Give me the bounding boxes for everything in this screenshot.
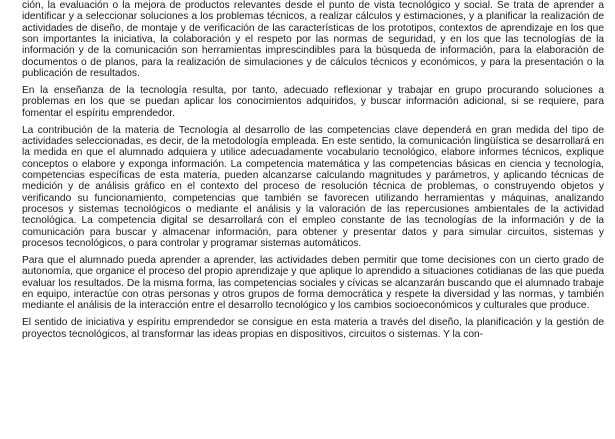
paragraph-learning-to-learn: Para que el alumnado pueda aprender a aprender, las actividades deben permitir que tome decisiones con un cierto grado de autonomía, que organice el proceso del propio aprendizaje y que aplique lo aprendido a situaciones cotidianas de las que pueda evaluar los resultados. De la misma forma, las competencias sociales y cívicas se alcanzarán buscando que el alumnado trabaje en equipo, interactúe con otras personas y otros grupos de forma democrática y respete la diversidad y las normas, y también mediante el análisis de la interacción entre el desarrollo tecnológico y los cambios socioeconómicos y culturales que produce. <box>22 255 604 312</box>
paragraph-product-evaluation: ción, la evaluación o la mejora de productos relevantes desde el punto de vista tecnológico y social. Se trata de aprender a identificar y a seleccionar soluciones a los problemas técnicos, a realizar cálculos y estimaciones, y a planificar la realización de actividades de diseño, de montaje y de verificación de las características de los prototipos, contextos de aprendizaje en los que son importantes la iniciativa, la colaboración y el respeto por las normas de seguridad, y en los que las tecnologías de la información y de la comunicación son herramientas imprescindibles para la búsqueda de información, para la elaboración de documentos o de planos, para la realización de simulaciones y de cálculos técnicos y económicos, y para la presentación o la publicación de resultados. <box>22 0 604 80</box>
document-page <box>22 0 604 346</box>
paragraph-initiative: El sentido de iniciativa y espíritu emprendedor se consigue en esta materia a través del diseño, la planificación y la gestión de proyectos tecnológicos, al transformar las ideas propias en dispositivos, circuitos o sistemas. Y la con- <box>22 317 604 340</box>
paragraph-key-competences: La contribución de la materia de Tecnología al desarrollo de las competencias clave dependerá en gran medida del tipo de actividades seleccionadas, es decir, de la metodología empleada. En este sentido, la comunicación lingüística se desarrollará en la medida en que el alumnado adquiera y utilice adecuadamente vocabulario tecnológico, elabore informes técnicos, explique conceptos o elabore y exponga información. La competencia matemática y las competencias básicas en ciencia y tecnología, competencias específicas de esta materia, pueden alcanzarse calculando magnitudes y parámetros, y aplicando técnicas de medición y de análisis gráfico en el contexto del proceso de resolución técnica de problemas, o construyendo objetos y verificando su funcionamiento, competencias que también se favorecen utilizando herramientas y máquinas, analizando procesos y sistemas tecnológicos o mediante el análisis y la valoración de las repercusiones ambientales de la actividad tecnológica. La competencia digital se desarrollará con el empleo constante de las tecnologías de la información y de la comunicación para buscar y almacenar información, para obtener y presentar datos y para simular circuitos, sistemas y procesos tecnológicos, o para controlar y programar sistemas automáticos. <box>22 124 604 250</box>
paragraph-group-work: En la enseñanza de la tecnología resulta, por tanto, adecuado reflexionar y trabajar en grupo procurando soluciones a problemas en los que se puedan aplicar los conocimientos adquiridos, y buscar información adicional, si se requiere, para fomentar el espíritu emprendedor. <box>22 85 604 119</box>
